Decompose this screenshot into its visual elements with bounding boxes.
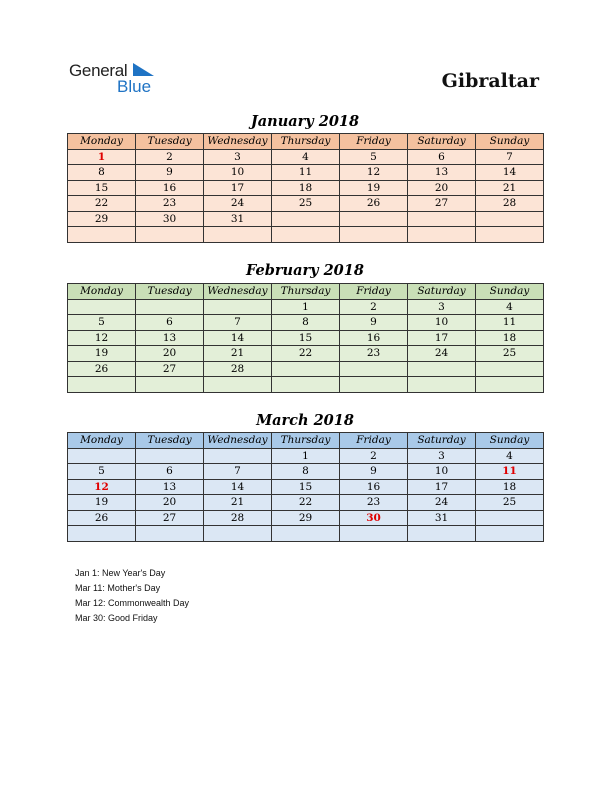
empty-day-cell: [272, 526, 340, 542]
day-cell: 13: [136, 330, 204, 346]
holiday-item: Mar 12: Commonwealth Day: [75, 598, 190, 608]
day-cell: 15: [272, 479, 340, 495]
day-cell: 8: [68, 165, 136, 181]
empty-day-cell: [204, 377, 272, 393]
weekday-header: Thursday: [272, 284, 340, 300]
weekday-header: Sunday: [476, 433, 544, 449]
empty-day-cell: [272, 227, 340, 243]
day-cell: 16: [340, 479, 408, 495]
day-cell: 27: [136, 361, 204, 377]
day-cell: 14: [204, 330, 272, 346]
day-cell: 19: [340, 180, 408, 196]
day-cell: 12: [340, 165, 408, 181]
day-cell: 23: [136, 196, 204, 212]
day-cell: 25: [476, 495, 544, 511]
day-cell: 3: [204, 149, 272, 165]
empty-day-cell: [204, 526, 272, 542]
day-cell: 17: [408, 330, 476, 346]
day-cell: 24: [408, 495, 476, 511]
weekday-header: Tuesday: [136, 134, 204, 150]
day-cell: 8: [272, 464, 340, 480]
empty-day-cell: [476, 377, 544, 393]
country-title: Gibraltar: [441, 70, 539, 92]
holiday-item: Jan 1: New Year's Day: [75, 568, 166, 578]
week-row: [68, 330, 544, 346]
week-row: [68, 361, 544, 377]
empty-day-cell: [272, 361, 340, 377]
week-row: [68, 165, 544, 181]
day-cell: 9: [340, 464, 408, 480]
month-title-february: February 2018: [246, 262, 364, 279]
day-cell: 26: [68, 361, 136, 377]
week-row: [68, 510, 544, 526]
empty-day-cell: [408, 526, 476, 542]
day-cell: 13: [136, 479, 204, 495]
day-cell: 1: [272, 299, 340, 315]
day-cell: 28: [204, 510, 272, 526]
holiday-list: [75, 566, 189, 626]
empty-day-cell: [340, 526, 408, 542]
day-cell: 22: [272, 346, 340, 362]
day-cell: 1: [272, 448, 340, 464]
empty-day-cell: [340, 227, 408, 243]
empty-day-cell: [136, 227, 204, 243]
empty-day-cell: [408, 211, 476, 227]
empty-day-cell: [136, 377, 204, 393]
empty-day-cell: [476, 526, 544, 542]
weekday-header: Monday: [68, 433, 136, 449]
month-title-march: March 2018: [256, 412, 354, 429]
day-cell: 29: [272, 510, 340, 526]
day-cell: 26: [340, 196, 408, 212]
empty-day-cell: [408, 377, 476, 393]
day-cell: 29: [68, 211, 136, 227]
day-cell: 7: [204, 315, 272, 331]
day-cell: 28: [204, 361, 272, 377]
day-cell: 10: [204, 165, 272, 181]
day-cell: 21: [204, 495, 272, 511]
day-cell: 25: [476, 346, 544, 362]
day-cell: 16: [340, 330, 408, 346]
empty-day-cell: [340, 211, 408, 227]
day-cell: 10: [408, 315, 476, 331]
weekday-header: Saturday: [408, 134, 476, 150]
day-cell: 14: [204, 479, 272, 495]
day-cell: 16: [136, 180, 204, 196]
calendar-january: [67, 133, 544, 243]
empty-day-cell: [272, 211, 340, 227]
day-cell: 5: [68, 315, 136, 331]
day-cell: 13: [408, 165, 476, 181]
week-row: [68, 299, 544, 315]
day-cell: 26: [68, 510, 136, 526]
day-cell: 24: [204, 196, 272, 212]
day-cell: 3: [408, 448, 476, 464]
day-cell: 30: [136, 211, 204, 227]
empty-day-cell: [68, 299, 136, 315]
empty-day-cell: [136, 299, 204, 315]
calendar-february: [67, 283, 544, 393]
day-cell: 11: [476, 315, 544, 331]
week-row: [68, 196, 544, 212]
weekday-header: Wednesday: [204, 433, 272, 449]
week-row: [68, 448, 544, 464]
week-row: [68, 346, 544, 362]
weekday-header: Friday: [340, 284, 408, 300]
day-cell: 1: [68, 149, 136, 165]
week-row: [68, 377, 544, 393]
day-cell: 12: [68, 330, 136, 346]
weekday-header: Tuesday: [136, 433, 204, 449]
weekday-header: Saturday: [408, 433, 476, 449]
week-row: [68, 315, 544, 331]
day-cell: 15: [68, 180, 136, 196]
empty-day-cell: [340, 361, 408, 377]
day-cell: 9: [136, 165, 204, 181]
day-cell: 20: [136, 495, 204, 511]
empty-day-cell: [476, 211, 544, 227]
logo-text-general: General: [69, 61, 128, 80]
day-cell: 31: [204, 211, 272, 227]
day-cell: 19: [68, 346, 136, 362]
day-cell: 8: [272, 315, 340, 331]
day-cell: 17: [408, 479, 476, 495]
day-cell: 23: [340, 495, 408, 511]
empty-day-cell: [136, 448, 204, 464]
day-cell: 15: [272, 330, 340, 346]
week-row: [68, 526, 544, 542]
weekday-header: Monday: [68, 134, 136, 150]
empty-day-cell: [68, 526, 136, 542]
weekday-header: Friday: [340, 433, 408, 449]
day-cell: 23: [340, 346, 408, 362]
day-cell: 21: [204, 346, 272, 362]
weekday-header: Thursday: [272, 433, 340, 449]
empty-day-cell: [204, 448, 272, 464]
day-cell: 12: [68, 479, 136, 495]
weekday-header: Saturday: [408, 284, 476, 300]
week-row: [68, 464, 544, 480]
day-cell: 3: [408, 299, 476, 315]
day-cell: 4: [272, 149, 340, 165]
day-cell: 7: [204, 464, 272, 480]
empty-day-cell: [340, 377, 408, 393]
day-cell: 18: [272, 180, 340, 196]
day-cell: 9: [340, 315, 408, 331]
day-cell: 18: [476, 330, 544, 346]
empty-day-cell: [204, 227, 272, 243]
generalblue-logo: [69, 61, 159, 95]
day-cell: 24: [408, 346, 476, 362]
day-cell: 22: [68, 196, 136, 212]
weekday-header: Monday: [68, 284, 136, 300]
week-row: [68, 211, 544, 227]
empty-day-cell: [408, 227, 476, 243]
day-cell: 6: [408, 149, 476, 165]
weekday-header: Sunday: [476, 284, 544, 300]
calendar-march: [67, 432, 544, 542]
empty-day-cell: [272, 377, 340, 393]
empty-day-cell: [68, 227, 136, 243]
empty-day-cell: [136, 526, 204, 542]
weekday-header: Tuesday: [136, 284, 204, 300]
weekday-header: Sunday: [476, 134, 544, 150]
empty-day-cell: [408, 361, 476, 377]
day-cell: 11: [476, 464, 544, 480]
day-cell: 31: [408, 510, 476, 526]
day-cell: 30: [340, 510, 408, 526]
logo-triangle-icon: [133, 63, 155, 77]
weekday-header: Wednesday: [204, 284, 272, 300]
holiday-item: Mar 11: Mother's Day: [75, 583, 161, 593]
day-cell: 21: [476, 180, 544, 196]
day-cell: 2: [340, 448, 408, 464]
empty-day-cell: [476, 361, 544, 377]
weekday-header: Wednesday: [204, 134, 272, 150]
day-cell: 10: [408, 464, 476, 480]
day-cell: 11: [272, 165, 340, 181]
day-cell: 18: [476, 479, 544, 495]
holiday-item: Mar 30: Good Friday: [75, 613, 158, 623]
empty-day-cell: [68, 448, 136, 464]
day-cell: 6: [136, 464, 204, 480]
day-cell: 5: [68, 464, 136, 480]
week-row: [68, 227, 544, 243]
week-row: [68, 479, 544, 495]
day-cell: 22: [272, 495, 340, 511]
day-cell: 27: [408, 196, 476, 212]
day-cell: 14: [476, 165, 544, 181]
day-cell: 7: [476, 149, 544, 165]
day-cell: 28: [476, 196, 544, 212]
day-cell: 6: [136, 315, 204, 331]
day-cell: 5: [340, 149, 408, 165]
month-title-january: January 2018: [250, 113, 360, 130]
empty-day-cell: [476, 510, 544, 526]
week-row: [68, 495, 544, 511]
day-cell: 4: [476, 448, 544, 464]
day-cell: 2: [340, 299, 408, 315]
empty-day-cell: [204, 299, 272, 315]
week-row: [68, 149, 544, 165]
week-row: [68, 180, 544, 196]
weekday-header: Thursday: [272, 134, 340, 150]
logo-text-blue: Blue: [117, 77, 152, 96]
day-cell: 27: [136, 510, 204, 526]
empty-day-cell: [68, 377, 136, 393]
weekday-header: Friday: [340, 134, 408, 150]
day-cell: 20: [136, 346, 204, 362]
day-cell: 4: [476, 299, 544, 315]
day-cell: 25: [272, 196, 340, 212]
empty-day-cell: [476, 227, 544, 243]
day-cell: 2: [136, 149, 204, 165]
day-cell: 20: [408, 180, 476, 196]
day-cell: 17: [204, 180, 272, 196]
day-cell: 19: [68, 495, 136, 511]
